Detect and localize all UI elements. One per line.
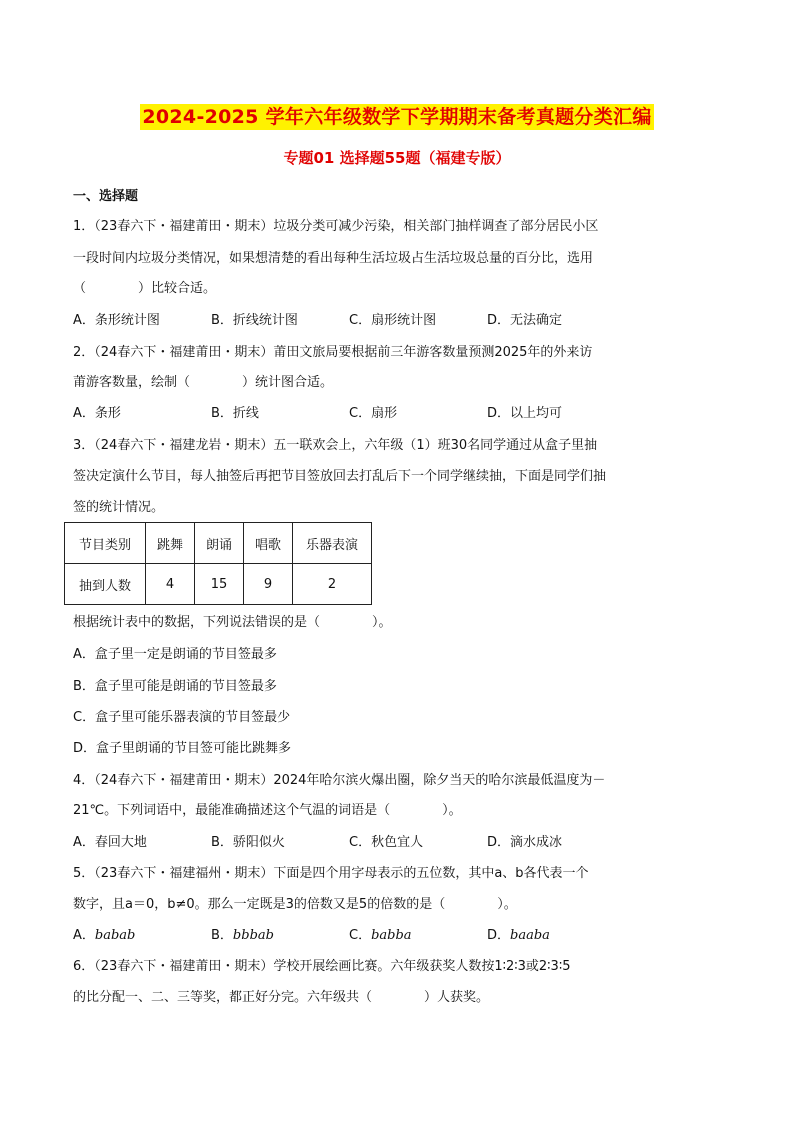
q5-option-b[interactable] (211, 927, 274, 945)
q4-option-b[interactable]: B．骄阳似火 (211, 835, 285, 850)
q2-option-d[interactable]: D．以上均可 (487, 406, 563, 421)
q5-line-1: 5．（23春六下・福建福州・期末）下面是四个用字母表示的五位数，其中a、b各代表一个 (73, 866, 589, 881)
table-header-cell: 朗诵 (195, 523, 244, 564)
q3-line-3: 签的统计情况。 (73, 500, 165, 515)
q5-option-d-letter: D． (487, 928, 511, 943)
q3-line-2: 签决定演什么节目，每人抽签后再把节目签放回去打乱后下一个同学继续抽，下面是同学们抽 (73, 469, 607, 484)
q4-line-2: 21℃。下列词语中，最能准确描述这个气温的词语是（ ）。 (73, 803, 462, 818)
q2-option-a[interactable]: A．条形 (73, 406, 121, 421)
q5-option-d[interactable] (487, 927, 550, 945)
table-header-row (65, 523, 372, 564)
q4-option-d[interactable]: D．滴水成冰 (487, 835, 563, 850)
q5-option-b-letter: B． (211, 928, 233, 943)
q5-option-d-value: baaba (510, 928, 550, 943)
q3-option-a[interactable]: A．盒子里一定是朗诵的节目签最多 (73, 647, 277, 662)
q3-line-1: 3．（24春六下・福建龙岩・期末）五一联欢会上，六年级（1）班30名同学通过从盒子里抽 (73, 438, 598, 453)
q1-option-d[interactable]: D．无法确定 (487, 313, 563, 328)
q5-line-2: 数字，且a＝0，b≠0。那么一定既是3的倍数又是5的倍数的是（ ）。 (73, 897, 517, 912)
table-cell: 2 (293, 564, 372, 605)
q2-option-c[interactable]: C．扇形 (349, 406, 398, 421)
q3-question: 根据统计表中的数据，下列说法错误的是（ ）。 (73, 615, 392, 630)
q5-option-c-letter: C． (349, 928, 372, 943)
stats-table (64, 522, 372, 605)
table-cell: 9 (244, 564, 293, 605)
q2-line-1: 2．（24春六下・福建莆田・期末）莆田文旅局要根据前三年游客数量预测2025年的外来访 (73, 345, 593, 360)
q5-option-c[interactable] (349, 927, 412, 945)
q5-option-a-value: babab (94, 928, 136, 943)
table-header-cell: 节目类别 (65, 523, 146, 564)
q3-option-c[interactable]: C．盒子里可能乐器表演的节目签最少 (73, 710, 291, 725)
table-header-cell: 乐器表演 (293, 523, 372, 564)
q5-option-a[interactable] (73, 927, 135, 945)
q1-line-1: 1．（23春六下・福建莆田・期末）垃圾分类可减少污染，相关部门抽样调查了部分居民小区 (73, 219, 599, 234)
table-header-cell: 唱歌 (244, 523, 293, 564)
q3-option-d[interactable]: D．盒子里朗诵的节目签可能比跳舞多 (73, 741, 292, 756)
table-cell: 15 (195, 564, 244, 605)
table-row (65, 564, 372, 605)
page-subtitle: 专题01 选择题55题（福建专版） (283, 149, 511, 167)
q2-line-2: 莆游客数量，绘制（ ）统计图合适。 (73, 375, 334, 390)
q1-option-b[interactable]: B．折线统计图 (211, 313, 298, 328)
q1-line-3: （ ）比较合适。 (73, 281, 217, 296)
q6-line-1: 6．（23春六下・福建莆田・期末）学校开展绘画比赛。六年级获奖人数按1∶2∶3或2∶3∶5 (73, 959, 571, 974)
q1-line-2: 一段时间内垃圾分类情况，如果想清楚的看出每种生活垃圾占生活垃圾总量的百分比，选用 (73, 251, 594, 266)
table-cell: 抽到人数 (65, 564, 146, 605)
page-title: 2024-2025 学年六年级数学下学期期末备考真题分类汇编 (142, 106, 652, 128)
q5-option-c-value: babba (371, 928, 412, 943)
q1-option-a[interactable]: A．条形统计图 (73, 313, 160, 328)
q5-option-b-value: bbbab (232, 928, 274, 943)
title-wrap (0, 104, 794, 130)
q4-option-a[interactable]: A．春回大地 (73, 835, 147, 850)
table-cell: 4 (146, 564, 195, 605)
q4-option-c[interactable]: C．秋色宜人 (349, 835, 424, 850)
table-header-cell: 跳舞 (146, 523, 195, 564)
q5-option-a-letter: A． (73, 928, 95, 943)
section-heading: 一、选择题 (73, 189, 139, 204)
q6-line-2: 的比分配一、二、三等奖，都正好分完。六年级共（ ）人获奖。 (73, 990, 490, 1005)
q1-option-c[interactable]: C．扇形统计图 (349, 313, 437, 328)
q3-option-b[interactable]: B．盒子里可能是朗诵的节目签最多 (73, 679, 277, 694)
q4-line-1: 4．（24春六下・福建莆田・期末）2024年哈尔滨火爆出圈，除夕当天的哈尔滨最低温度为－ (73, 773, 606, 788)
q2-option-b[interactable]: B．折线 (211, 406, 259, 421)
